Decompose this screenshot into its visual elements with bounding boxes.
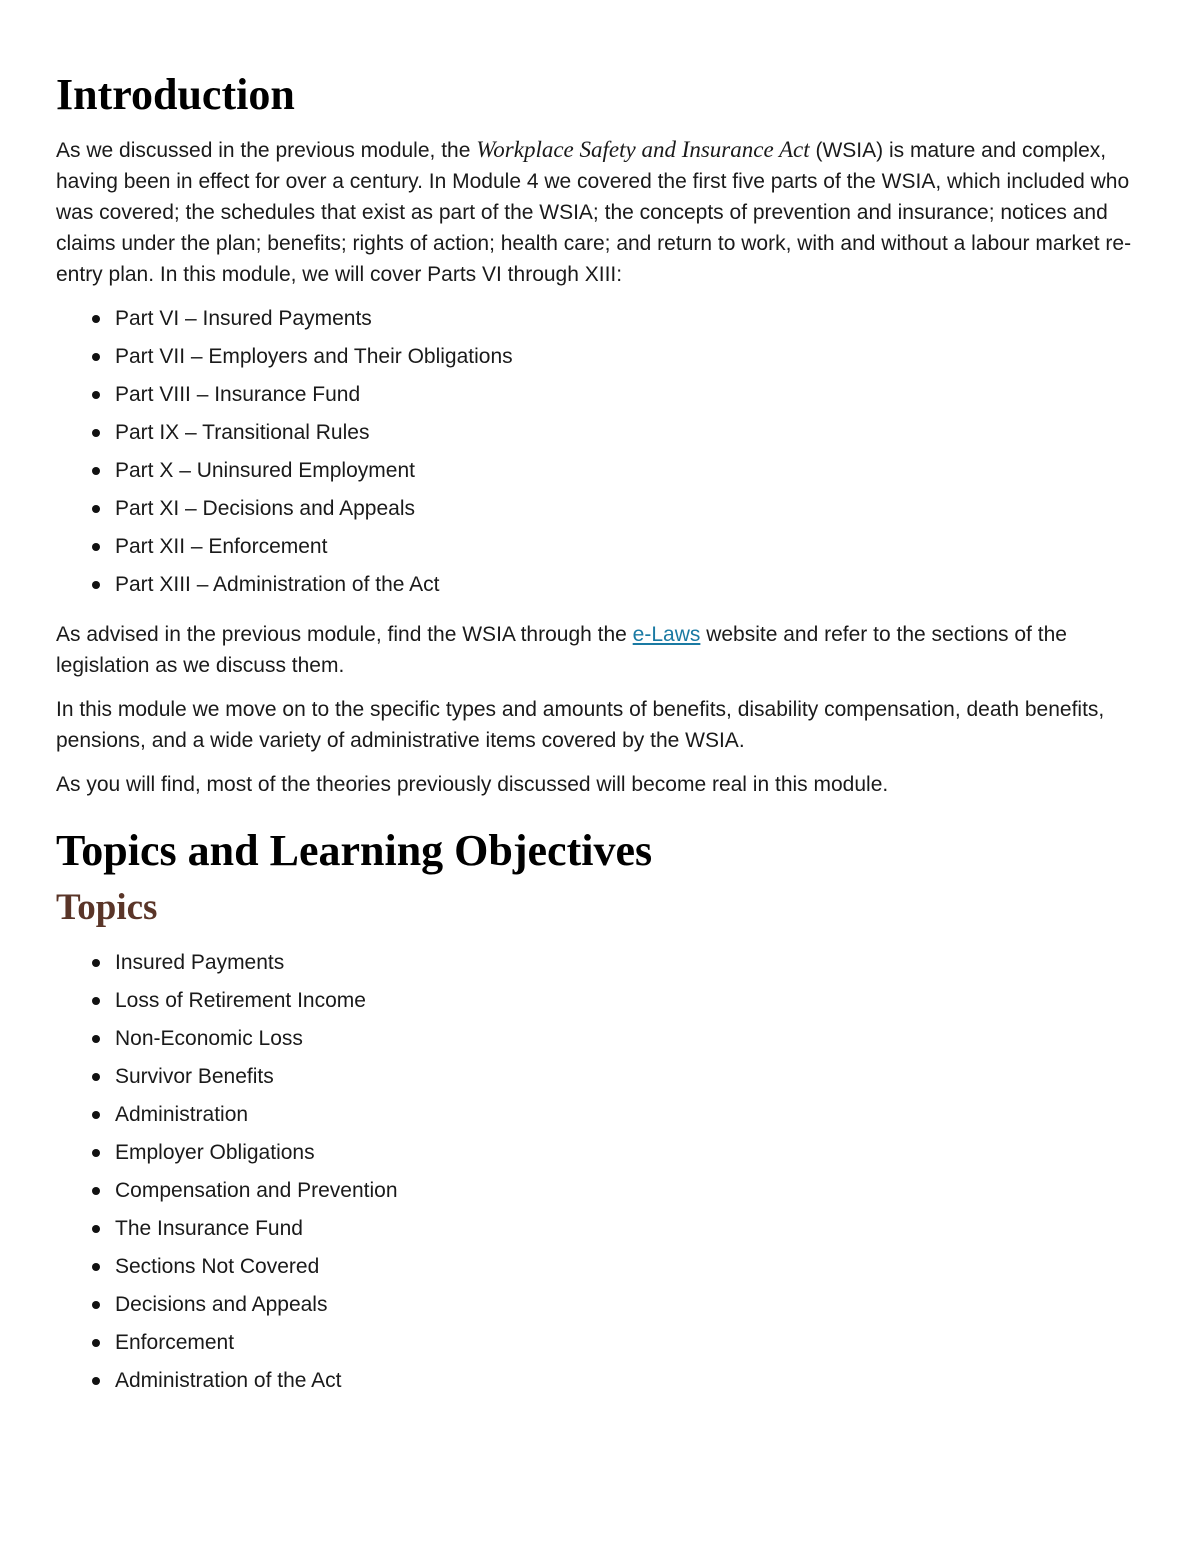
list-item-text: Part IX – Transitional Rules [115, 421, 370, 444]
list-item [56, 338, 1146, 376]
elaws-paragraph-start: As advised in the previous module, find the WSIA through the [56, 623, 633, 646]
list-item-text: The Insurance Fund [115, 1217, 303, 1240]
theories-paragraph: As you will find, most of the theories previously discussed will become real in this module. [56, 773, 889, 796]
list-item [56, 1134, 1146, 1172]
list-item [56, 944, 1146, 982]
list-item-text: Part XI – Decisions and Appeals [115, 497, 416, 520]
objectives-heading: Topics and Learning Objectives [56, 826, 653, 875]
bullet-icon [92, 997, 100, 1005]
list-item-text: Part XIII – Administration of the Act [115, 573, 440, 596]
e-laws-link[interactable]: e-Laws [632, 623, 701, 646]
list-item [56, 376, 1146, 414]
list-item-text: Part X – Uninsured Employment [115, 459, 415, 482]
list-item-text: Decisions and Appeals [115, 1293, 328, 1316]
topics-heading: Topics [56, 887, 158, 928]
bullet-icon [92, 1111, 100, 1119]
list-item [56, 1096, 1146, 1134]
benefits-paragraph: In this module we move on to the specific types and amounts of benefits, disability compensation, death benefits, pensions, and a wide variety of administrative items covered by the WSIA. [56, 698, 1105, 752]
bullet-icon [92, 1187, 100, 1195]
list-item-text: Part VI – Insured Payments [115, 307, 372, 330]
bullet-icon [92, 543, 100, 551]
list-item [56, 1286, 1146, 1324]
list-item-text: Administration [115, 1103, 249, 1126]
list-item-text: Part XII – Enforcement [115, 535, 328, 558]
list-item-text: Part VIII – Insurance Fund [115, 383, 361, 406]
bullet-icon [92, 1035, 100, 1043]
intro-paragraph-end: (WSIA) is mature and complex, having been in effect for over a century. In Module 4 we covered the first five parts of the WSIA, which included who was covered; the schedules that exist as part of the WSIA; the concepts of prevention and insurance; notices and claims under the plan; benefits; rights of action; health care; and return to work, with and without a labour market re-entry plan. In this module, we will cover Parts VI through XIII: [56, 139, 1132, 286]
list-item [56, 982, 1146, 1020]
list-item-text: Insured Payments [115, 951, 285, 974]
list-item [56, 452, 1146, 490]
list-item [56, 1210, 1146, 1248]
list-item-text: Enforcement [115, 1331, 235, 1354]
list-item [56, 490, 1146, 528]
bullet-icon [92, 1225, 100, 1233]
document-page [56, 0, 1146, 1415]
bullet-icon [92, 1377, 100, 1385]
list-item [56, 1362, 1146, 1400]
intro-paragraph [56, 134, 1146, 290]
list-item [56, 1172, 1146, 1210]
bullet-icon [92, 959, 100, 967]
elaws-paragraph [56, 619, 1146, 681]
list-item [56, 414, 1146, 452]
list-item [56, 1020, 1146, 1058]
bullet-icon [92, 315, 100, 323]
bullet-icon [92, 581, 100, 589]
parts-list [56, 300, 1146, 604]
topics-list [56, 944, 1146, 1400]
bullet-icon [92, 1301, 100, 1309]
list-item [56, 528, 1146, 566]
list-item [56, 1058, 1146, 1096]
list-item-text: Employer Obligations [115, 1141, 315, 1164]
bullet-icon [92, 1073, 100, 1081]
bullet-icon [92, 353, 100, 361]
list-item-text: Administration of the Act [115, 1369, 342, 1392]
bullet-icon [92, 467, 100, 475]
bullet-icon [92, 505, 100, 513]
list-item-text: Loss of Retirement Income [115, 989, 366, 1012]
act-title: Workplace Safety and Insurance Act [476, 137, 810, 162]
list-item [56, 1248, 1146, 1286]
elaws-paragraph-end: website and refer to the sections of the legislation as we discuss them. [56, 623, 1067, 677]
list-item [56, 566, 1146, 604]
list-item-text: Part VII – Employers and Their Obligations [115, 345, 513, 368]
bullet-icon [92, 429, 100, 437]
list-item [56, 300, 1146, 338]
list-item [56, 1324, 1146, 1362]
list-item-text: Compensation and Prevention [115, 1179, 398, 1202]
bullet-icon [92, 1149, 100, 1157]
introduction-heading: Introduction [56, 70, 295, 119]
list-item-text: Sections Not Covered [115, 1255, 320, 1278]
bullet-icon [92, 1263, 100, 1271]
bullet-icon [92, 1339, 100, 1347]
list-item-text: Non-Economic Loss [115, 1027, 303, 1050]
intro-paragraph-start: As we discussed in the previous module, the [56, 139, 477, 162]
bullet-icon [92, 391, 100, 399]
list-item-text: Survivor Benefits [115, 1065, 274, 1088]
